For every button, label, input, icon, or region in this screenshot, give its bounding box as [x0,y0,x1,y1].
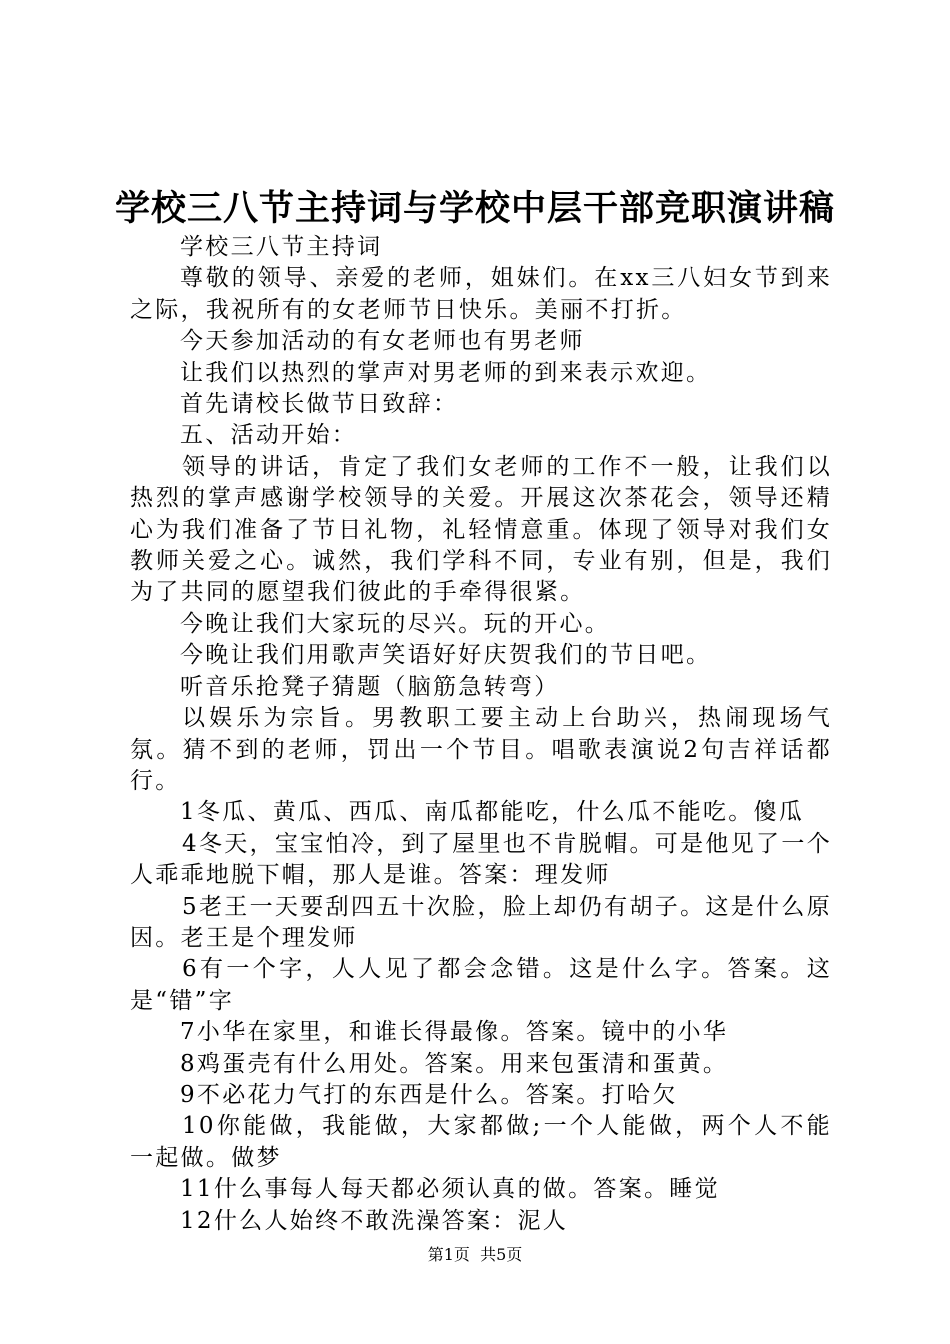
paragraph: 12什么人始终不敢洗澡答案：泥人 [180,1207,569,1234]
page-number-label: 第1页 共5页 [427,1245,523,1264]
paragraph: 学校三八节主持词 [180,234,383,260]
paragraph: 听音乐抢凳子猜题（脑筋急转弯） [180,673,560,700]
paragraph: 10你能做，我能做，大家都做;一个人能做，两个人不能一起做。做梦 [130,1113,832,1171]
paragraph: 领导的讲话，肯定了我们女老师的工作不一般，让我们以热烈的掌声感谢学校领导的关爱。开展这次茶花会，领导还精心为我们准备了节日礼物，礼轻情意重。体现了领导对我们女教师关爱之心。诚然，我们学科不同，专业有别，但是，我们为了共同的愿望我们彼此的手牵得很紧。 [130,453,832,606]
paragraph: 1冬瓜、黄瓜、西瓜、南瓜都能吃，什么瓜不能吃。傻瓜 [180,799,805,826]
paragraph: 尊敬的领导、亲爱的老师，姐妹们。在xx三八妇女节到来之际，我祝所有的女老师节日快乐。美丽不打折。 [130,265,832,323]
page-footer [0,1244,950,1266]
paragraph: 11什么事每人每天都必须认真的做。答案。睡觉 [180,1176,720,1203]
paragraph: 今晚让我们用歌声笑语好好庆贺我们的节日吧。 [180,642,712,669]
paragraph: 五、活动开始： [180,422,358,449]
paragraph: 今天参加活动的有女老师也有男老师 [180,328,585,355]
paragraph: 8鸡蛋壳有什么用处。答案。用来包蛋清和蛋黄。 [180,1050,729,1077]
paragraph: 6有一个字，人人见了都会念错。这是什么字。答案。这是“错”字 [130,956,832,1014]
page-title: 学校三八节主持词与学校中层干部竞职演讲稿 [114,188,835,229]
paragraph: 7小华在家里，和谁长得最像。答案。镜中的小华 [180,1019,729,1046]
paragraph: 9不必花力气打的东西是什么。答案。打哈欠 [180,1081,678,1108]
paragraph: 让我们以热烈的掌声对男老师的到来表示欢迎。 [180,359,712,386]
paragraph: 4冬天，宝宝怕冷，到了屋里也不肯脱帽。可是他见了一个人乖乖地脱下帽，那人是谁。答案：理发师 [130,830,832,889]
document-body [130,232,832,1237]
paragraph: 以娱乐为宗旨。男教职工要主动上台助兴，热闹现场气氛。猜不到的老师，罚出一个节目。唱歌表演说2句吉祥话都行。 [130,705,832,794]
paragraph: 5老王一天要刮四五十次脸，脸上却仍有胡子。这是什么原因。老王是个理发师 [130,893,832,951]
paragraph: 今晚让我们大家玩的尽兴。玩的开心。 [180,610,611,637]
paragraph: 首先请校长做节日致辞： [180,391,459,418]
